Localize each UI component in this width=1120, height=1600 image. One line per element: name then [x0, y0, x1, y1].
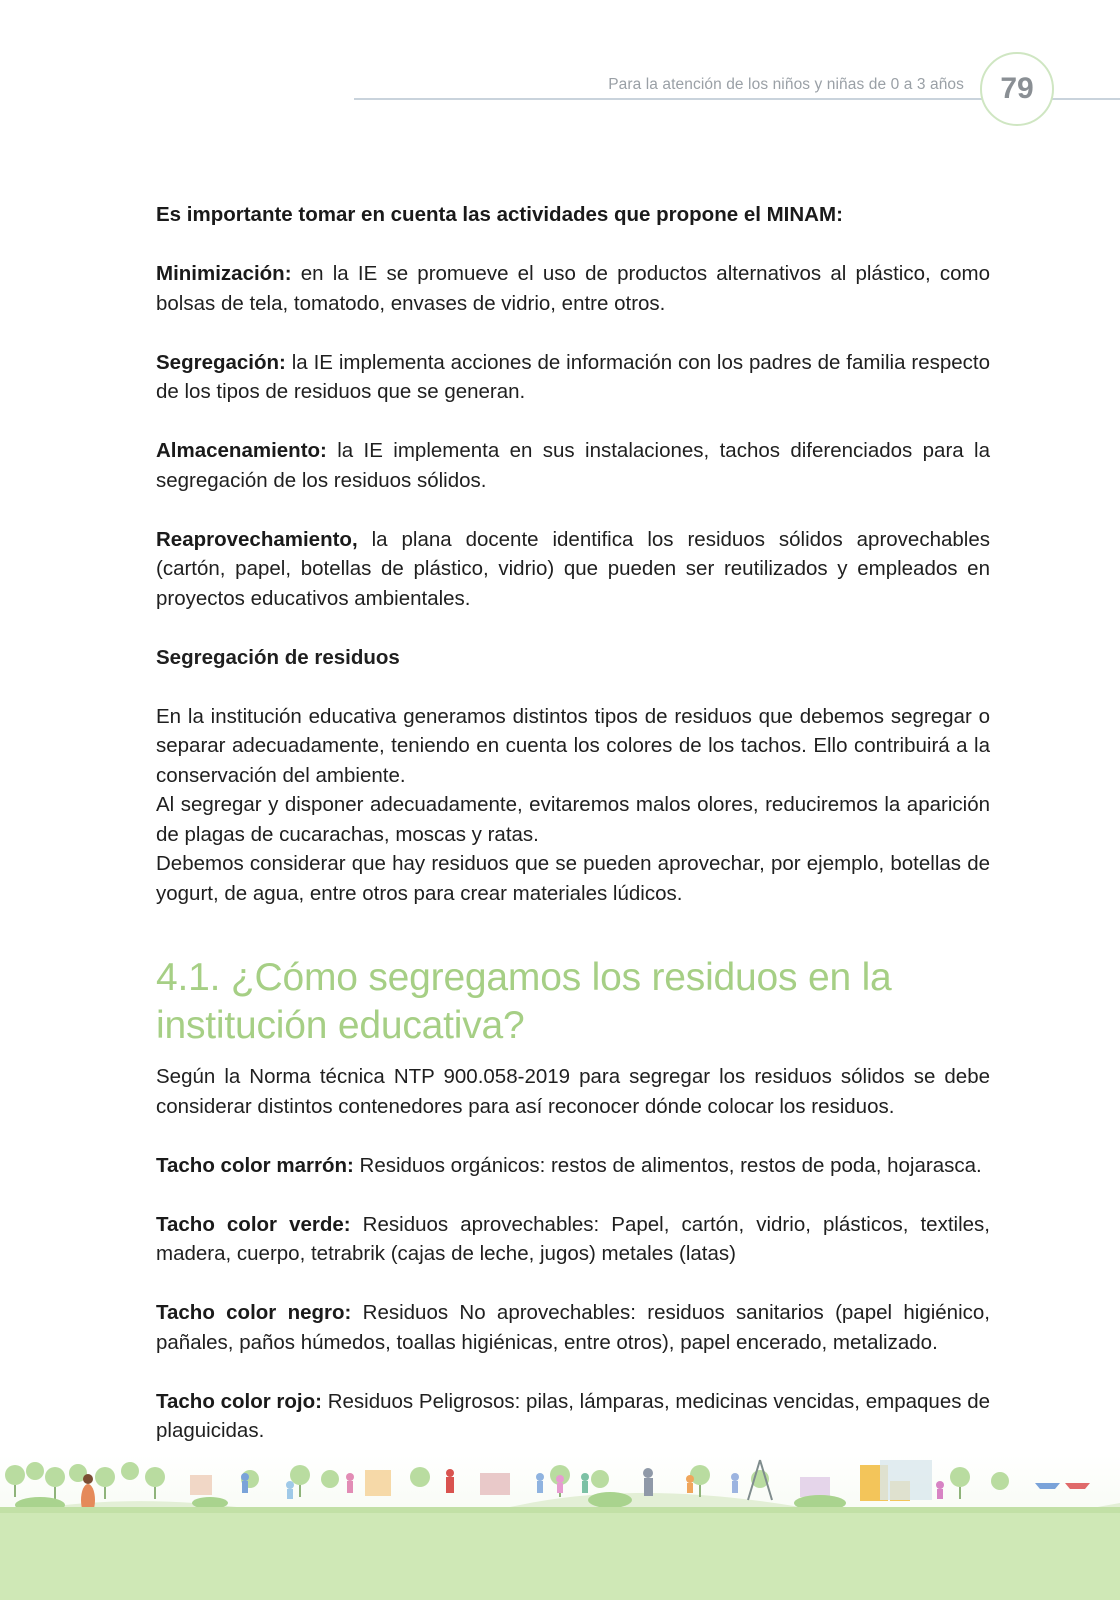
- running-header: Para la atención de los niños y niñas de 0 a 3 años: [608, 76, 964, 93]
- section-title: 4.1. ¿Cómo segregamos los residuos en la institución educativa?: [156, 956, 892, 1047]
- bin-brown: Tacho color marrón: Residuos orgánicos: restos de alimentos, restos de poda, hojarasca.: [156, 1153, 982, 1177]
- section-intro: Según la Norma técnica NTP 900.058-2019 para segregar los residuos sólidos se debe considerar distintos contenedores para así reconocer dónde colocar los residuos.: [156, 1065, 990, 1118]
- village-landscape-illustration: [0, 1455, 1120, 1600]
- activity-reuse: Reaprovechamiento, la plana docente identifica los residuos sólidos aprovechables (cartón, papel, botellas de plástico, vidrio) que pueden ser reutilizados y empleados en proyectos educativos ambientales.: [156, 527, 990, 610]
- activity-segregation: Segregación: la IE implementa acciones de información con los padres de familia respecto de los tipos de residuos que se generan.: [156, 350, 990, 403]
- segregation-paragraph: Debemos considerar que hay residuos que se pueden aprovechar, por ejemplo, botellas de yogurt, de agua, entre otros para crear materiales lúdicos.: [156, 852, 990, 905]
- bin-green: Tacho color verde: Residuos aprovechables: Papel, cartón, vidrio, plásticos, textiles, madera, cuerpo, tetrabrik (cajas de leche, jugos) metales (latas): [156, 1212, 990, 1265]
- page-number: 79: [980, 52, 1054, 126]
- segregation-paragraph: En la institución educativa generamos distintos tipos de residuos que debemos segregar o separar adecuadamente, teniendo en cuenta los colores de los tachos. Ello contribuirá a la conservación del ambiente.: [156, 704, 990, 787]
- intro-statement: Es importante tomar en cuenta las actividades que propone el MINAM:: [156, 203, 843, 226]
- activity-minimization: Minimización: en la IE se promueve el uso de productos alternativos al plástico, como bolsas de tela, tomatodo, envases de vidrio, entre otros.: [156, 262, 990, 315]
- page-body: [156, 200, 990, 1475]
- segregation-paragraph: Al segregar y disponer adecuadamente, evitaremos malos olores, reduciremos la aparición de plagas de cucarachas, moscas y ratas.: [156, 793, 990, 846]
- activity-storage: Almacenamiento: la IE implementa en sus instalaciones, tachos diferenciados para la segregación de los residuos sólidos.: [156, 439, 990, 492]
- bin-red: Tacho color rojo: Residuos Peligrosos: pilas, lámparas, medicinas vencidas, empaques de plaguicidas.: [156, 1389, 991, 1442]
- bin-black: Tacho color negro: Residuos No aprovechables: residuos sanitarios (papel higiénico, pañales, paños húmedos, toallas higiénicas, entre otros), papel encerado, metalizado.: [156, 1301, 990, 1354]
- segregation-heading: Segregación de residuos: [156, 645, 400, 669]
